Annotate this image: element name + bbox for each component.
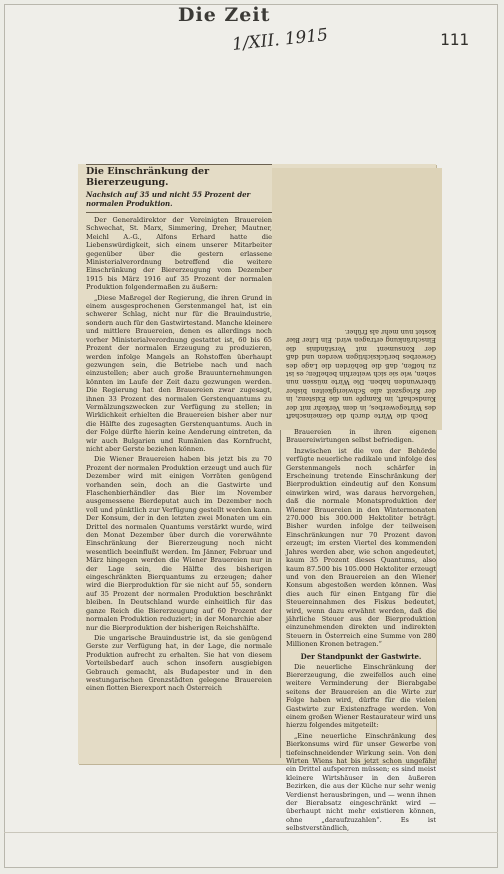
handwritten-date: 1/XII. 1915	[231, 25, 329, 55]
article-subheadline: Nachsich auf 35 und nicht 55 Prozent der normalen Produktion.	[86, 190, 251, 208]
headline-rule	[86, 212, 272, 213]
article-paragraph: Inzwischen ist die von der Behörde verfügte neuerliche radikale und infolge des Gerstenmangels noch schärfer in Erscheinung tretende Einschränkung der Bierproduktion eindeutig auf den Konsum einwirken wird, was daraus hervorgehen, daß die normale Monatsproduktion der Wiener Brauereien in den Wintermonaten 270.000 bis 300.000 Hektoliter beträgt. Bisher wurden infolge der teilweisen Einschränkungen nur 70 Prozent davon erzeugt; im ersten Viertel des kommenden Jahres werden aber, wie schon angedeutet, kaum 35 Prozent dieses Quantums, also kaum 87.500 bis 105.000 Hektoliter erzeugt und von den Brauereien an den Wiener Konsum abgestoßen werden können. Was dies auch für einen Entgang für die Steuereinnahmen des Fiskus bedeutet, wird, wenn dazu erwähnt werden, daß die jährliche Steuer aus der Bierproduktion einzunehmenden direkten und indirekten Steuern in Österreich eine Summe von 280 Millionen Kronen betragen.“	[286, 446, 436, 649]
article-paragraph: Die Wiener Brauereien haben bis jetzt bis zu 70 Prozent der normalen Produktion erzeugt und auch für Dezember wird mit einigen Vorräten genügend vorhanden sein, doch an die Gastwirte und Flaschenbierhändler das Bier im November ausgemessene Bierdeputat auch im Dezember noch voll und pünktlich zur Verfügung gestellt werden kann. Der Konsum, der in den letzten zwei Monaten um ein Drittel des normalen Quantums verstärkt wurde, wird den Monat Dezember über durch die vorerwähnte Einschränkung der Biererzeugung noch nicht wesentlich beeinflußt werden. Im Jänner, Februar und März hingegen werden die Wiener Brauereien nur in der Lage sein, die Hälfte des bisherigen eingeschränkten Bierquantums zu erzeugen; daher wird die Bierproduktion für sie nicht auf 55, sondern auf 35 Prozent der normalen Produktion beschränkt bleiben. In Deutschland wurde einheitlich für das ganze Reich die Biererzeugung auf 60 Prozent der normalen Produktion reduziert; in der Monarchie aber nur die Bierproduktion der bisherigen Reichshälfte.	[86, 455, 272, 632]
upside-down-fragment	[286, 180, 436, 420]
masthead: Die Zeit	[178, 4, 271, 26]
column-divider	[280, 430, 281, 758]
article-paragraph: Die ungarische Brauindustrie ist, da sie genügend Gerste zur Verfügung hat, in der Lage, die normale Produktion aufrecht zu erhalten. Sie hat von diesem Vorteilsbedarf auch schon insofern ausgiebigen Gebrauch gemacht, als Budapester und in den westungarischen Grenzstädten gelegene Brauereien einen flotten Bierexport nach Österreich	[86, 633, 272, 693]
article-left-column	[86, 166, 272, 760]
article-paragraph: Der Generaldirektor der Vereinigten Brauereien Schwechat, St. Marx, Simmering, Dreher, Mautner, Meichl A.-G., Alfons Erhard hatte die Liebenswürdigkeit, sich einem unserer Mitarbeiter gegenüber über die gestern erlassene Ministerialverordnung betreffend die weitere Einschränkung der Biererzeugung vom Dezember 1915 bis März 1916 auf 35 Prozent der normalen Produktion folgendermaßen zu äußern:	[86, 216, 272, 292]
column-top-rule	[86, 164, 272, 165]
article-paragraph: „Diese Maßregel der Regierung, die ihren Grund in einem ausgesprochenen Gerstenmangel hat, ist ein schwerer Schlag, nicht nur für die Brauindustrie, sondern auch für den Gastwirtestand. Manche kleinere und mittlere Brauereien, denen es allerdings noch vorher Ministerialverordnung gestattet ist, 60 bis 65 Prozent der normalen Erzeugung zu produzieren, werden infolge Mangels an Rohstoffen überhaupt gezwungen sein, die Betriebe nach und nach einzustellen; aber auch große Brauunternehmungen könnten im Laufe der Zeit dazu gezwungen werden. Die Regierung hat den Brauereien zwar zugesagt, ihnen 33 Prozent des normalen Gerstenquantums zu Vermälzungszwecken zur Verfügung zu stellen; in Wirklichkeit erhielten die Brauereien bisher aber nur die Hälfte des zugesagten Gerstenquantums. Auch in der Folge dürfte hierin keine Aenderung eintreten, da wir auch Bulgarien und Rumänien das Kornfrucht, nicht aber Gerste beziehen können.	[86, 293, 272, 453]
page-number: 111	[440, 30, 469, 49]
article-headline: Die Einschränkung der Biererzeugung.	[86, 166, 210, 188]
article-paragraph: Die neuerliche Einschränkung der Biererzeugung, die zweifellos auch eine weitere Verminderung der Bierabgabe seitens der Brauereien an die Wirte zur Folge haben wird, dürfte für die vielen Gastwirte zur Existenzfrage werden. Von einem großen Wiener Restaurateur wird uns hierzu folgendes mitgeteilt:	[286, 662, 436, 730]
article-paragraph: „Eine neuerliche Einschränkung des Bierkonsums wird für unser Gewerbe von tiefeinschneidender Wirkung sein. Von den Wirten Wiens hat bis jetzt schon ungefähr ein Drittel aufsperren müssen; es sind meist kleinere Wirtshäuser in den äußeren Bezirken, die aus der Küche nur sehr wenig Verdienst herausbringen, und — wenn ihnen der Bierabsatz eingeschränkt wird — überhaupt nicht mehr existieren können, ohne „daraufzuzahlen“. Es ist selbstverständlich,	[286, 731, 436, 833]
section-heading: Der Standpunkt der Gastwirte.	[300, 651, 422, 661]
article-paragraph: Brauereien in ihren eigenen Brauereiwirtungen selbst befriedigen.	[286, 428, 436, 445]
article-right-column	[286, 428, 436, 833]
upside-down-text: Doch die Wirte durch die Gemeinschaft des Wirtegewerbes, in dem Verkehr mit der Kundschaft, im Kampfe um die Existenz, in der Kriegszeit alle Schwierigkeiten bisher überwunden haben. Die Wirte müssen nun sehen, wie sie sich weiterhin behelfen; es ist zu hoffen, daß die Behörden die Lage des Gewerbes berücksichtigen werden und daß der Konsument mit Verständnis die Einschränkung ertragen wird. Ein Liter Bier kostet nun mehr als früher.	[286, 327, 436, 420]
